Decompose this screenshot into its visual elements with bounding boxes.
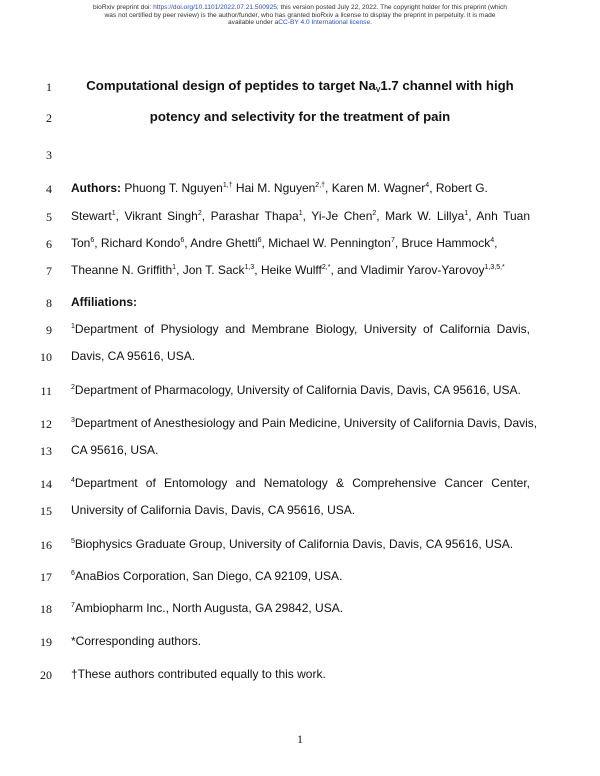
- line-number: 3: [46, 148, 52, 162]
- affiliation-3-line-1: $^3$Department of Anesthesiology and Pain Medicine, University of California Davis, Davis,: [71, 416, 538, 430]
- doi-link[interactable]: https://doi.org/10.1101/2022.07.21.500925: [153, 4, 277, 11]
- line-number: 12: [40, 417, 52, 431]
- author-text: , Vikrant Singh: [115, 209, 198, 223]
- paper-title-line-2: potency and selectivity for the treatment of pain: [149, 109, 451, 124]
- affiliation-mark: 6: [180, 237, 185, 244]
- line-number: 4: [46, 182, 52, 196]
- corresponding-authors-note: *Corresponding authors.: [71, 634, 202, 648]
- author-text: , Michael W. Pennington: [261, 236, 391, 250]
- preprint-header: [60, 4, 540, 27]
- line-number: 11: [40, 384, 52, 398]
- header-line-3: available under aCC-BY 4.0 International license.: [228, 19, 372, 27]
- author-text: , Mark W. Lillya: [376, 209, 465, 223]
- authors-line-6: [71, 236, 530, 250]
- author-text: , Karen M. Wagner: [325, 181, 426, 195]
- author-text: , Heike Wulff: [254, 263, 322, 277]
- author-text: , Bruce Hammock: [394, 236, 491, 250]
- affiliation-mark: 6: [257, 237, 262, 244]
- affiliation-3-line-2: CA 95616, USA.: [71, 443, 159, 457]
- line-number: 6: [46, 237, 52, 251]
- author-text: , Yi-Je Chen: [302, 209, 373, 223]
- affiliation-4-line-2: University of California Davis, Davis, CA 95616, USA.: [71, 503, 356, 517]
- author-text: , Andre Ghetti: [184, 236, 258, 250]
- author-text: , Jon T. Sack: [176, 263, 245, 277]
- affiliation-mark: 7: [390, 237, 395, 244]
- line-number: 9: [46, 323, 52, 337]
- author-text: , Richard Kondo: [94, 236, 181, 250]
- author-text: , and Vladimir Yarov-Yarovoy: [330, 263, 485, 277]
- line-number: 2: [46, 111, 52, 125]
- affiliation-5: $^5$Biophysics Graduate Group, University of California Davis, Davis, CA 95616, USA.: [71, 537, 514, 551]
- line-number: 19: [40, 635, 52, 649]
- line-number: 16: [40, 538, 52, 552]
- affiliation-mark: 1: [111, 210, 116, 217]
- affiliation-mark: 4: [425, 182, 430, 189]
- affiliation-mark: 1: [298, 210, 303, 217]
- affiliation-2: $^2$Department of Pharmacology, University of California Davis, Davis, CA 95616, USA.: [71, 383, 521, 397]
- equal-contribution-note: †These authors contributed equally to this work.: [71, 667, 326, 681]
- line-number: 14: [40, 477, 52, 491]
- header-line-2: was not certified by peer review) is the author/funder, who has granted bioRxiv a license to display the preprint in perpetuity. It is made: [104, 11, 496, 19]
- line-number: 18: [40, 602, 52, 616]
- line-number: 5: [46, 210, 52, 224]
- affiliation-7: $^7$Ambiopharm Inc., North Augusta, GA 29842, USA.: [71, 601, 344, 615]
- affiliations-label: Affiliations:: [71, 295, 137, 309]
- author-text: ,: [494, 236, 498, 250]
- affiliation-1-line-1: $^1$Department of Physiology and Membrane Biology, University of California Davis,: [71, 322, 530, 336]
- authors-line-7: [71, 263, 530, 277]
- author-text: Phuong T. Nguyen: [121, 181, 223, 195]
- paper-title-line-1: Computational design of peptides to target $Na_V1.7$ channel with high: [86, 78, 514, 94]
- author-text: , Parashar Thapa: [201, 209, 299, 223]
- affiliation-6: $^6$AnaBios Corporation, San Diego, CA 92109, USA.: [71, 569, 343, 583]
- line-number: 15: [40, 504, 52, 518]
- affiliation-4-line-1: $^4$Department of Entomology and Nematology & Comprehensive Cancer Center,: [71, 476, 530, 490]
- license-link[interactable]: CC-BY 4.0 International license: [278, 19, 371, 27]
- author-text: , Robert G.: [429, 181, 488, 195]
- affiliation-mark: 6: [90, 237, 95, 244]
- line-number: 10: [40, 350, 52, 364]
- line-number: 13: [40, 444, 52, 458]
- author-text: Stewart: [71, 209, 112, 223]
- affiliation-mark: 1,†: [222, 182, 233, 189]
- page-number: 1: [297, 732, 303, 746]
- affiliation-1-line-2: Davis, CA 95616, USA.: [71, 349, 196, 363]
- authors-line-5: [71, 209, 530, 223]
- affiliation-mark: 2,*: [321, 264, 331, 271]
- affiliation-mark: 1: [464, 210, 469, 217]
- affiliation-mark: 2: [372, 210, 377, 217]
- authors-label: Authors:: [71, 181, 121, 195]
- affiliation-mark: 1: [172, 264, 177, 271]
- line-number: 1: [46, 80, 52, 94]
- line-number: 7: [46, 264, 52, 278]
- affiliation-mark: 1,3: [244, 264, 255, 271]
- line-number: 8: [46, 296, 52, 310]
- author-text: Theanne N. Griffith: [71, 263, 173, 277]
- affiliation-mark: 4: [490, 237, 495, 244]
- author-text: Hai M. Nguyen: [232, 181, 316, 195]
- line-number: 17: [40, 570, 52, 584]
- affiliation-mark: 2,†: [315, 182, 326, 189]
- authors-line-4: [71, 181, 530, 195]
- line-number: 20: [40, 668, 52, 682]
- affiliation-mark: 2: [197, 210, 202, 217]
- affiliation-mark: 1,3,5,*: [484, 264, 505, 271]
- author-text: , Anh Tuan: [468, 209, 530, 223]
- author-text: Ton: [71, 236, 91, 250]
- header-line-1: bioRxiv preprint doi: https://doi.org/10.1101/2022.07.21.500925; this version posted July 22, 2022. The copyright holder for this preprint (which: [93, 4, 507, 11]
